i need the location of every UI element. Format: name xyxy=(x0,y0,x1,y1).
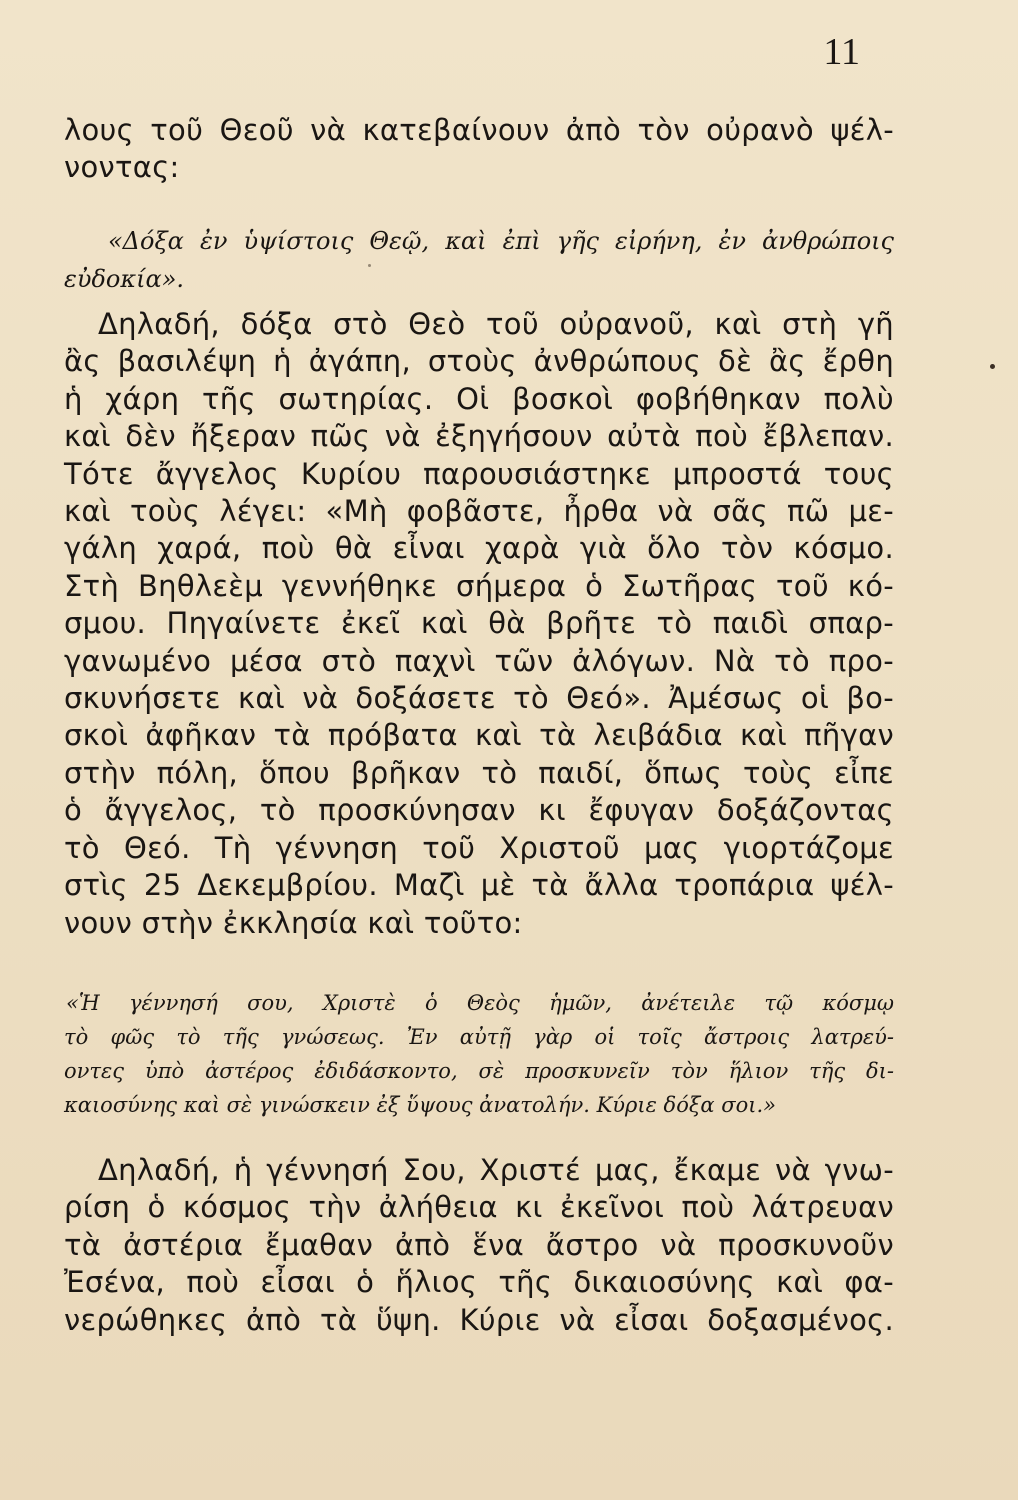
text-line: ἂς βασιλέψη ἡ ἀγάπη, στοὺς ἀνθρώπους δὲ ἂς ἔρθη xyxy=(64,344,894,379)
text-line: Ἐσένα, ποὺ εἶσαι ὁ ἥλιος τῆς δικαιοσύνης καὶ φα- xyxy=(64,1265,894,1300)
text-line: Τότε ἄγγελος Κυρίου παρουσιάστηκε μπροστά τους xyxy=(64,456,894,491)
text-line: στὴν πόλη, ὅπου βρῆκαν τὸ παιδί, ὅπως τοὺς εἶπε xyxy=(64,755,894,790)
quote-line: εὐδοκία». xyxy=(64,265,185,293)
text-line: Δηλαδή, ἡ γέννησή Σου, Χριστέ μας, ἔκαμε νὰ γνω- xyxy=(98,1153,894,1187)
text-line: γανωμένο μέσα στὸ παχνὶ τῶν ἀλόγων. Νὰ τὸ προ- xyxy=(64,643,894,678)
quote-doxa xyxy=(64,222,894,298)
text-line: λους τοῦ Θεοῦ νὰ κατεβαίνουν ἀπὸ τὸν οὐρανὸ ψέλ- xyxy=(64,113,894,147)
text-line: Δηλαδή, δόξα στὸ Θεὸ τοῦ οὐρανοῦ, καὶ στὴ γῆ xyxy=(98,307,894,341)
text-line: Στὴ Βηθλεὲμ γεννήθηκε σήμερα ὁ Σωτῆρας τοῦ κό- xyxy=(64,568,894,603)
text-line: γάλη χαρά, ποὺ θὰ εἶναι χαρὰ γιὰ ὅλο τὸν κόσμο. xyxy=(64,531,894,566)
paragraph-closing xyxy=(64,1152,894,1339)
quote-line: «Ἡ γέννησή σου, Χριστὲ ὁ Θεὸς ἡμῶν, ἀνέτειλε τῷ κόσμῳ xyxy=(66,991,894,1015)
quote-troparion xyxy=(64,986,894,1122)
page-number: 11 xyxy=(823,31,860,73)
ink-speck xyxy=(990,364,995,369)
text-line: καὶ τοὺς λέγει: «Μὴ φοβᾶστε, ἦρθα νὰ σᾶς πῶ με- xyxy=(64,494,894,529)
text-line: νοντας: xyxy=(64,150,180,185)
text-line: νουν στὴν ἐκκλησία καὶ τοῦτο: xyxy=(64,905,523,940)
text-line: ἡ χάρη τῆς σωτηρίας. Οἱ βοσκοὶ φοβήθηκαν πολὺ xyxy=(64,381,894,416)
quote-line: τὸ φῶς τὸ τῆς γνώσεως. Ἐν αὐτῇ γὰρ οἱ τοῖς ἄστροις λατρεύ- xyxy=(64,1025,894,1049)
text-line: σκυνήσετε καὶ νὰ δοξάσετε τὸ Θεό». Ἀμέσως οἱ βο- xyxy=(64,681,894,716)
text-line: τὸ Θεό. Τὴ γέννηση τοῦ Χριστοῦ μας γιορτάζομε xyxy=(64,830,894,865)
text-line: ὁ ἄγγελος, τὸ προσκύνησαν κι ἔφυγαν δοξάζοντας xyxy=(64,793,894,828)
text-line: ρίση ὁ κόσμος τὴν ἀλήθεια κι ἐκεῖνοι ποὺ λάτρευαν xyxy=(64,1190,894,1225)
text-line: σμου. Πηγαίνετε ἐκεῖ καὶ θὰ βρῆτε τὸ παιδὶ σπαρ- xyxy=(64,606,894,641)
ink-speck xyxy=(368,264,371,267)
quote-line: οντες ὑπὸ ἀστέρος ἐδιδάσκοντο, σὲ προσκυνεῖν τὸν ἥλιον τῆς δι- xyxy=(64,1059,894,1083)
quote-line: καιοσύνης καὶ σὲ γινώσκειν ἐξ ὕψους ἀνατολήν. Κύριε δόξα σοι.» xyxy=(64,1093,776,1117)
paragraph-explanation xyxy=(64,306,894,942)
quote-line: «Δόξα ἐν ὑψίστοις Θεῷ, καὶ ἐπὶ γῆς εἰρήνη, ἐν ἀνθρώποις xyxy=(108,227,894,255)
text-line: νερώθηκες ἀπὸ τὰ ὕψη. Κύριε νὰ εἶσαι δοξασμένος. xyxy=(64,1302,894,1337)
text-line: σκοὶ ἀφῆκαν τὰ πρόβατα καὶ τὰ λειβάδια καὶ πῆγαν xyxy=(64,718,894,753)
text-line: καὶ δὲν ἤξεραν πῶς νὰ ἐξηγήσουν αὐτὰ ποὺ ἔβλεπαν. xyxy=(64,419,894,454)
text-line: στὶς 25 Δεκεμβρίου. Μαζὶ μὲ τὰ ἄλλα τροπάρια ψέλ- xyxy=(64,868,894,903)
paragraph-opening xyxy=(64,112,894,187)
text-line: τὰ ἀστέρια ἔμαθαν ἀπὸ ἕνα ἄστρο νὰ προσκυνοῦν xyxy=(64,1227,894,1262)
